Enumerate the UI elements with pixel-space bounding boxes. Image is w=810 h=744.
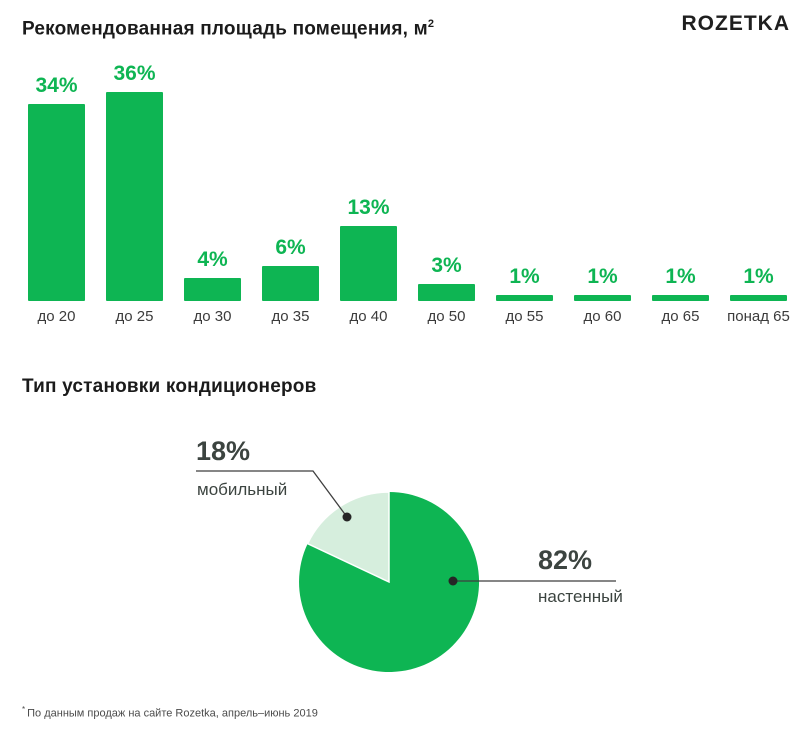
bar-category-label: до 60 (583, 308, 622, 325)
bar-category-label: до 65 (661, 308, 700, 325)
bar-value-label: 13% (347, 196, 390, 219)
footnote-asterisk: * (22, 705, 26, 714)
pie-wall-name-label: настенный (538, 587, 623, 606)
bar-category-label: до 50 (427, 308, 466, 325)
bar-value-label: 1% (587, 265, 618, 288)
bar-category-label: до 25 (115, 308, 154, 325)
bar-value-label: 4% (197, 248, 228, 271)
bar-category-label: до 40 (349, 308, 388, 325)
bar-value-label: 1% (743, 265, 774, 288)
leader-dot-wall (449, 577, 458, 586)
pie-wall-percent-label: 82% (538, 545, 593, 575)
footnote (22, 705, 318, 720)
leader-dot-mobile (343, 513, 352, 522)
page-title-superscript: 2 (427, 18, 435, 30)
footnote-text: По данным продаж на сайте Rozetka, апрель–июнь 2019 (27, 707, 318, 720)
pie-section-title: Тип установки кондиционеров (22, 376, 317, 397)
bar-value-label: 34% (35, 74, 78, 97)
bar-category-label: до 30 (193, 308, 232, 325)
bar-value-label: 1% (665, 265, 696, 288)
bar-category-label: понад 65 (727, 308, 790, 325)
pie-mobile-name-label: мобильный (197, 480, 288, 499)
bar-value-label: 3% (431, 254, 462, 277)
bar-value-label: 1% (509, 265, 540, 288)
bar-value-label: 36% (113, 62, 156, 85)
bar-category-label: до 55 (505, 308, 544, 325)
pie-mobile-percent-label: 18% (196, 436, 251, 466)
bar-value-label: 6% (275, 236, 306, 259)
rozetka-logo: ROZETKA (681, 12, 790, 35)
bar-category-label: до 20 (37, 308, 76, 325)
page-title-text: Рекомендованная площадь помещения, м (22, 18, 428, 40)
bar-category-label: до 35 (271, 308, 310, 325)
